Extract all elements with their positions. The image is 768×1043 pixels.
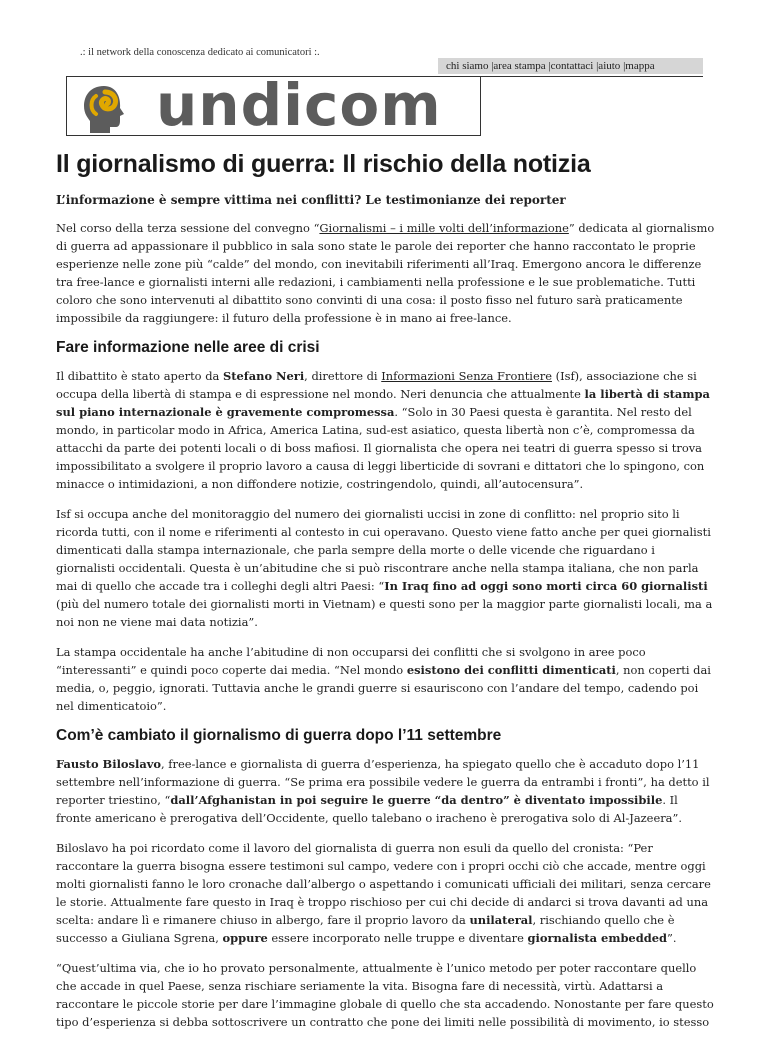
nav-area-stampa[interactable]: |area stampa [491, 60, 546, 72]
nav-contattaci[interactable]: |contattaci [548, 60, 594, 72]
site-tagline: .: il network della conoscenza dedicato ai comunicatori :. [80, 47, 320, 58]
article-subtitle: L’informazione è sempre vittima nei conflitti? Le testimonianze dei reporter [56, 193, 566, 207]
text: Il dibattito è stato aperto da [56, 369, 223, 383]
bold-text: Stefano Neri [222, 369, 305, 383]
article-title: Il giornalismo di guerra: Il rischio della notizia [56, 150, 591, 178]
paragraph-6 [56, 839, 716, 947]
site-logo[interactable] [68, 78, 480, 135]
paragraph-5 [56, 755, 716, 827]
nav-aiuto[interactable]: |aiuto [596, 60, 621, 72]
logo-wordmark: undicom [156, 78, 442, 135]
text: essere incorporato nelle truppe e diventare [267, 931, 528, 945]
paragraph-4 [56, 643, 716, 715]
nav-chi-siamo[interactable]: chi siamo [446, 60, 489, 72]
text: ” dedicata al giornalismo di guerra ad appassionare il pubblico in sala sono state le parole dei reporter che hanno raccontato le proprie esperienze nelle zone più “calde” del mondo, con inevitabili riferimenti all’Iraq. Emergono ancora le differenze tra free-lance e giornalisti interni alle redazioni, i cambiamenti nella professione e le sue problematiche. Tutti coloro che sono intervenuti al dibattito sono convinti di una cosa: il posto fisso nel futuro sarà praticamente impossibile da raggiungere: il futuro della professione è in mano ai free-lance. [56, 221, 715, 325]
header-mid-rule [480, 76, 481, 136]
text: , free-lance e giornalista di guerra d’esperienza, ha spiegato quello che è accaduto dopo l’11 settembre nell’informazione di guerra. “Se prima era possibile vedere le guerra da entrambi i fronti”, ha detto il reporter triestino, “ [56, 757, 710, 807]
top-navigation [438, 58, 703, 74]
article [56, 150, 716, 1043]
nav-mappa[interactable]: |mappa [623, 60, 655, 72]
isf-link[interactable]: Informazioni Senza Frontiere [381, 369, 552, 383]
section-heading-after-911: Com’è cambiato il giornalismo di guerra dopo l’11 settembre [56, 727, 502, 744]
bold-text: oppure [222, 931, 268, 945]
text: ”. [666, 931, 677, 945]
brain-head-icon [76, 78, 156, 135]
section-heading-crisis-areas: Fare informazione nelle aree di crisi [56, 339, 320, 356]
paragraph-7: “Quest’ultima via, che io ho provato personalmente, attualmente è l’unico metodo per poter raccontare quello che accade in quel Paese, senza rischiare seriamente la vita. Bisogna fare di necessità, virtù. Adattarsi a raccontare le piccole storie per dare l’immagine globale di quello che sta accadendo. Nonostante per fare questo tipo d’esperienza si debba sottoscrivere un contratto che pone dei limiti nelle possibilità di movimento, io stesso [56, 961, 714, 1029]
text: , rischiando quello che è successo a Giuliana Sgrena, [56, 913, 675, 945]
text: , non coperti dai media, o, peggio, ignorati. Tuttavia anche le grandi guerre si esauriscono con l’andare del tempo, cadendo poi nel dimenticatoio”. [56, 663, 711, 713]
bold-text: dall’Afghanistan in poi seguire le guerre “da dentro” è diventato impossibile [170, 793, 663, 807]
text: Biloslavo ha poi ricordato come il lavoro del giornalista di guerra non esuli da quello del cronista: “Per raccontare la guerra bisogna essere testimoni sul campo, vedere con i propri occhi ciò che accade, mentre oggi molti giornalisti fanno le loro cronache dall’albergo o aspettando i comunicati ufficiali dei militari, senza cercare le storie. Attualmente fare questo in Iraq è troppo rischioso per cui chi decide di andarci si trova davanti ad una scelta: andare lì e rimanere chiuso in albergo, fare il proprio lavoro da [56, 841, 711, 927]
header-bottom-rule [66, 135, 481, 136]
text: (più del numero totale dei giornalisti morti in Vietnam) e questi sono per la maggior parte giornalisti locali, ma a noi non ne viene mai data notizia”. [56, 597, 713, 629]
paragraph-2 [56, 367, 716, 493]
text: Nel corso della terza sessione del convegno “ [56, 221, 320, 235]
bold-text: giornalista embedded [527, 931, 667, 945]
paragraph-1 [56, 219, 716, 327]
bold-text: la libertà di stampa sul piano internazionale è gravemente compromessa [56, 387, 710, 419]
convegno-link[interactable]: Giornalismi – i mille volti dell’informazione [319, 221, 569, 235]
bold-text: In Iraq fino ad oggi sono morti circa 60 giornalisti [384, 579, 708, 593]
text: Isf si occupa anche del monitoraggio del numero dei giornalisti uccisi in zone di conflitto: nel proprio sito li ricorda tutti, con il nome e riferimenti al contesto in cui operavano. Questo viene fatto anche per quei giornalisti dimenticati dalla stampa internazionale, che parla sempre della morte o delle vicende che riguardano i giornalisti occidentali. Questa è un’abitudine che si può riscontrare anche nella stampa italiana, che non parla mai di quello che accade tra i colleghi degli altri Paesi: “ [56, 507, 711, 593]
text: . “Solo in 30 Paesi questa è garantita. Nel resto del mondo, in particolar modo in Africa, America Latina, sud-est asiatico, questa libertà non c’è, compromessa da attacchi da parte dei potenti locali o di boss mafiosi. Il giornalista che opera nei teatri di guerra spesso si trova impossibilitato a svolgere il proprio lavoro a causa di leggi liberticide di sovrani e dittatori che lo spingono, con minacce o intimidazioni, a non diffondere notizie, costringendolo, quindi, all’autocensura”. [56, 405, 705, 491]
bold-text: Fausto Biloslavo [56, 757, 162, 771]
text: (Isf), associazione che si occupa della libertà di stampa e di espressione nel mondo. Neri denuncia che attualmente [56, 369, 697, 401]
bold-text: unilateral [469, 913, 533, 927]
header-left-rule [66, 76, 67, 136]
paragraph-3 [56, 505, 716, 631]
text: La stampa occidentale ha anche l’abitudine di non occuparsi dei conflitti che si svolgono in aree poco “interessanti” e quindi poco coperte dai media. “Nel mondo [56, 645, 646, 677]
text: , direttore di [304, 369, 382, 383]
text: . Il fronte americano è prerogativa dell’Occidente, quello talebano o iracheno è prerogativa solo di Al-Jazeera”. [56, 793, 682, 825]
bold-text: esistono dei conflitti dimenticati [406, 663, 616, 677]
header-top-rule [66, 76, 703, 77]
